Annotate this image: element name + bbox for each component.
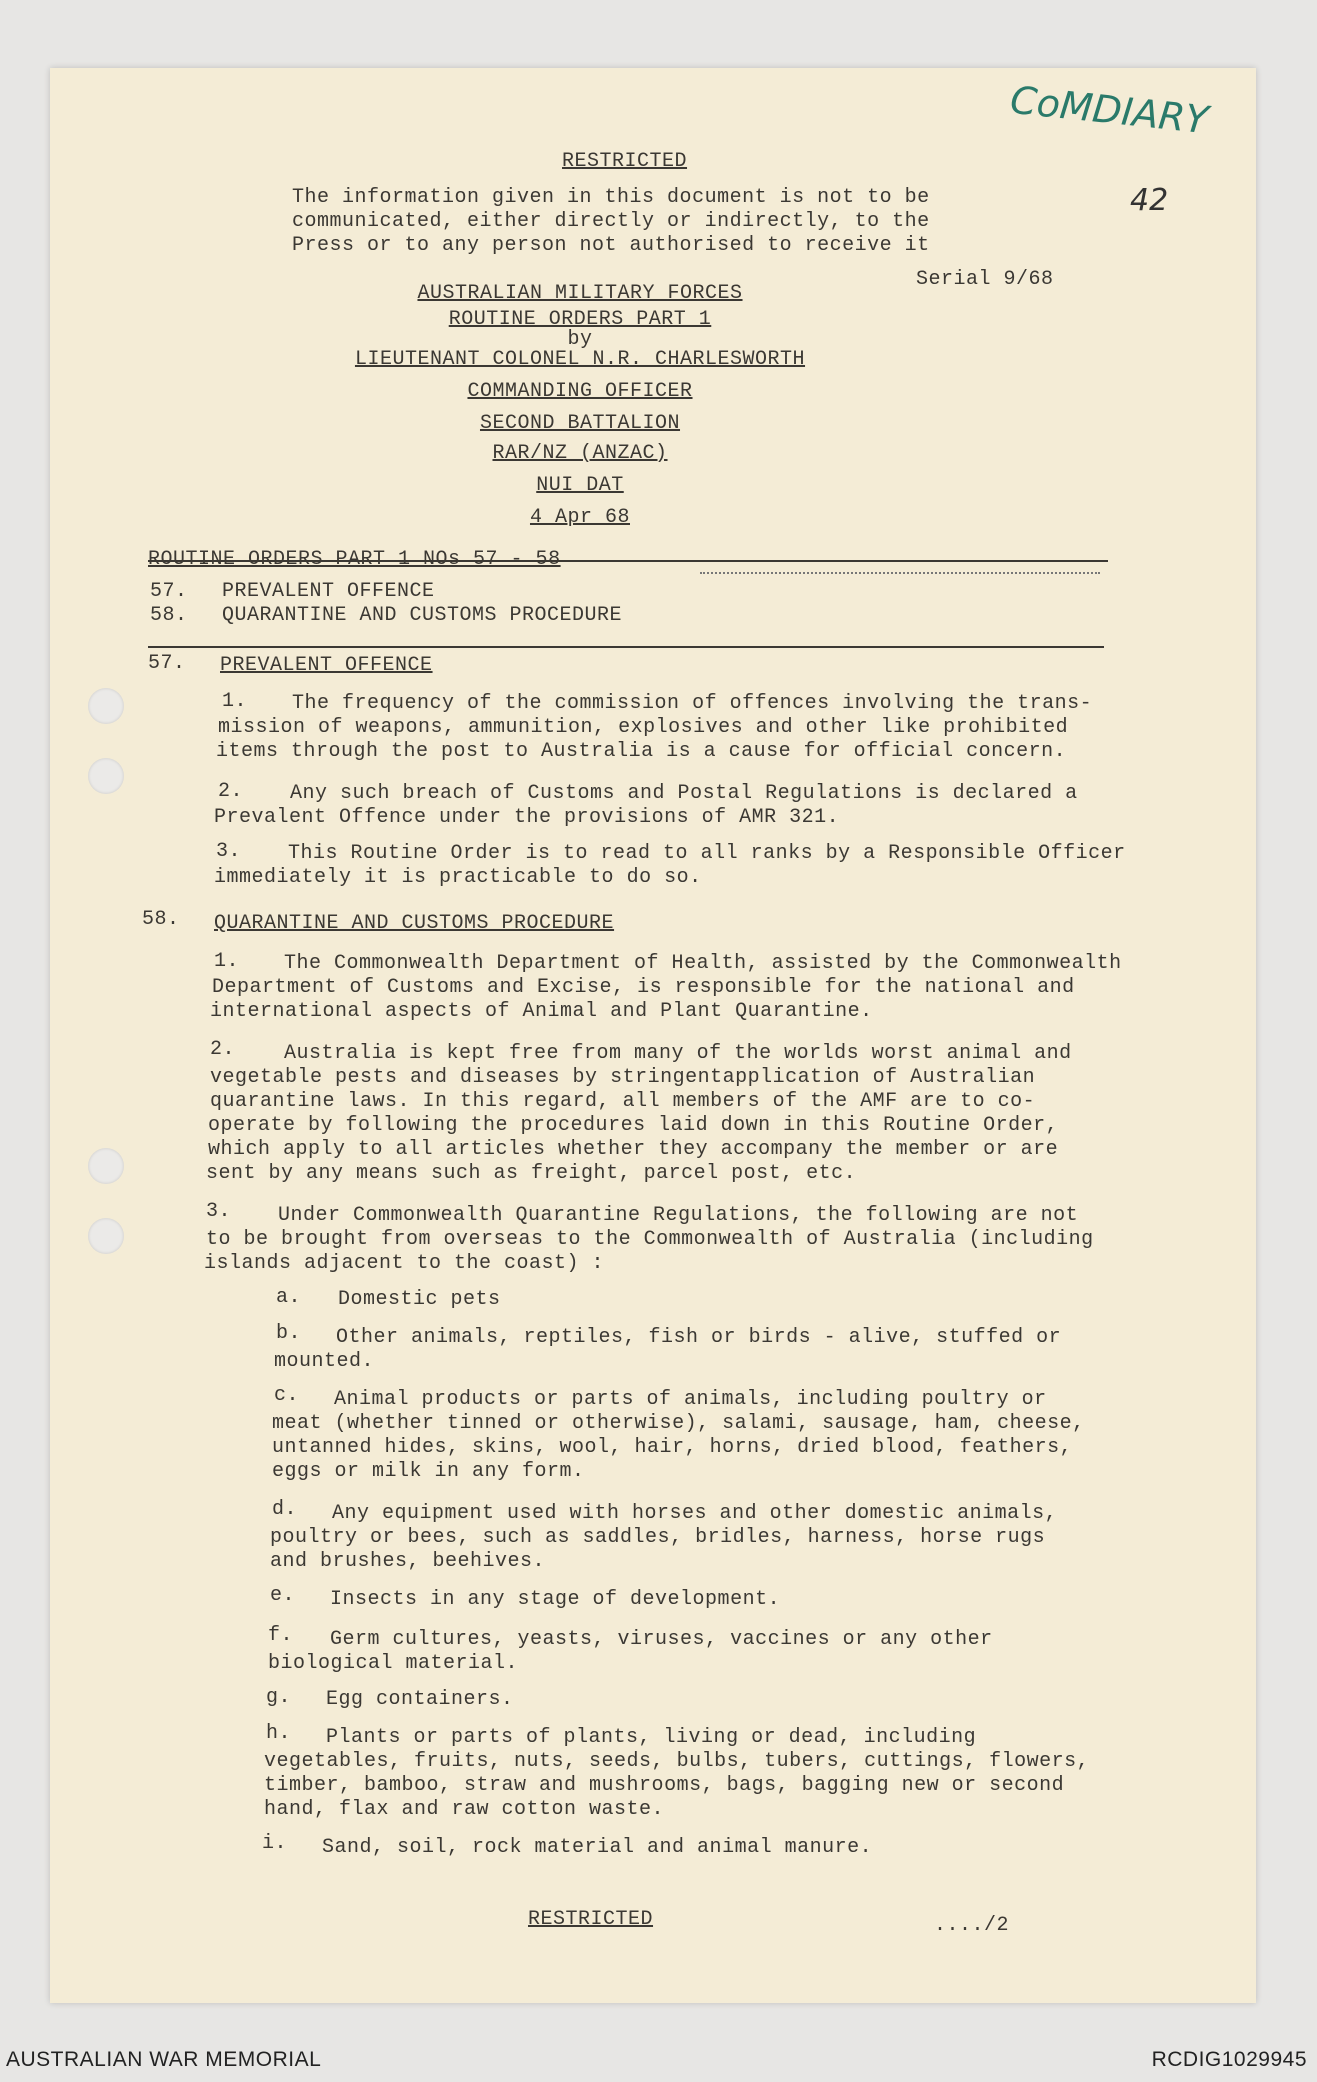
- title-line: NUI DAT: [536, 474, 624, 497]
- para-line: sent by any means such as freight, parcel post, etc.: [206, 1162, 857, 1185]
- document-page: [50, 68, 1256, 2003]
- page-number: 42: [1130, 183, 1169, 218]
- subitem-line: Other animals, reptiles, fish or birds - alive, stuffed or: [336, 1326, 1062, 1349]
- para-line: The Commonwealth Department of Health, assisted by the Commonwealth: [284, 952, 1122, 975]
- punch-hole: [88, 1218, 124, 1254]
- subitem-line: Sand, soil, rock material and animal manure.: [322, 1836, 873, 1859]
- para-num: 2.: [218, 780, 244, 803]
- para-line: islands adjacent to the coast) :: [204, 1252, 605, 1275]
- subitem-line: timber, bamboo, straw and mushrooms, bags, bagging new or second: [264, 1774, 1065, 1797]
- subitem-line: Animal products or parts of animals, including poultry or: [334, 1388, 1047, 1411]
- serial-number: Serial 9/68: [916, 268, 1054, 291]
- notice-line: The information given in this document is not to be: [292, 186, 930, 209]
- subitem-letter: h.: [266, 1722, 292, 1745]
- subitem-line: Plants or parts of plants, living or dead, including: [326, 1726, 977, 1749]
- para-num: 2.: [210, 1038, 236, 1061]
- order-number: 57.: [148, 652, 186, 675]
- order-number: 58.: [142, 908, 180, 931]
- restricted-top: RESTRICTED: [562, 150, 688, 173]
- subitem-letter: e.: [270, 1584, 296, 1607]
- title-block: [280, 282, 880, 529]
- handwritten-annotation: CoMDIARY: [1008, 77, 1211, 143]
- title-line: AUSTRALIAN MILITARY FORCES: [417, 282, 743, 305]
- notice-line: Press or to any person not authorised to receive it: [292, 234, 930, 257]
- title-line: LIEUTENANT COLONEL N.R. CHARLESWORTH: [354, 348, 806, 371]
- order-heading: PREVALENT OFFENCE: [220, 654, 433, 677]
- para-line: to be brought from overseas to the Commonwealth of Australia (including: [206, 1228, 1094, 1251]
- index-item: PREVALENT OFFENCE: [222, 580, 435, 603]
- index-item: QUARANTINE AND CUSTOMS PROCEDURE: [222, 604, 623, 627]
- divider: [148, 646, 1104, 648]
- punch-hole: [88, 1148, 124, 1184]
- index-num: 57.: [150, 580, 188, 603]
- notice-line: communicated, either directly or indirectly, to the: [292, 210, 930, 233]
- title-line: by: [567, 328, 593, 351]
- title-line: COMMANDING OFFICER: [467, 380, 693, 403]
- title-line: RAR/NZ (ANZAC): [492, 442, 668, 465]
- punch-hole: [88, 758, 124, 794]
- para-line: Department of Customs and Excise, is responsible for the national and: [212, 976, 1075, 999]
- para-line: Prevalent Offence under the provisions of AMR 321.: [214, 806, 840, 829]
- punch-hole: [88, 688, 124, 724]
- para-line: operate by following the procedures laid down in this Routine Order,: [208, 1114, 1059, 1137]
- subitem-line: Egg containers.: [326, 1688, 514, 1711]
- para-line: Australia is kept free from many of the worlds worst animal and: [284, 1042, 1072, 1065]
- para-line: Any such breach of Customs and Postal Regulations is declared a: [290, 782, 1078, 805]
- subitem-line: Insects in any stage of development.: [330, 1588, 781, 1611]
- subitem-line: hand, flax and raw cotton waste.: [264, 1798, 665, 1821]
- para-num: 3.: [206, 1200, 232, 1223]
- caption-left: AUSTRALIAN WAR MEMORIAL: [6, 2048, 322, 2071]
- subitem-line: Any equipment used with horses and other domestic animals,: [332, 1502, 1058, 1525]
- index-heading: ROUTINE ORDERS PART 1 NOs 57 - 58: [148, 548, 561, 571]
- subitem-letter: d.: [272, 1498, 298, 1521]
- subitem-line: mounted.: [274, 1350, 375, 1373]
- subitem-letter: b.: [276, 1322, 302, 1345]
- subitem-line: untanned hides, skins, wool, hair, horns, dried blood, feathers,: [272, 1436, 1073, 1459]
- restricted-bottom: RESTRICTED: [528, 1908, 654, 1931]
- title-line: ROUTINE ORDERS PART 1: [448, 308, 712, 331]
- dotted-divider: [700, 572, 1100, 574]
- para-num: 1.: [222, 690, 248, 713]
- para-line: This Routine Order is to read to all ranks by a Responsible Officer: [288, 842, 1126, 865]
- para-line: Under Commonwealth Quarantine Regulations, the following are not: [278, 1204, 1079, 1227]
- para-line: vegetable pests and diseases by stringentapplication of Australian: [210, 1066, 1036, 1089]
- order-heading: QUARANTINE AND CUSTOMS PROCEDURE: [214, 912, 615, 935]
- subitem-letter: f.: [268, 1624, 294, 1647]
- para-line: immediately it is practicable to do so.: [214, 866, 702, 889]
- subitem-line: poultry or bees, such as saddles, bridles, harness, horse rugs: [270, 1526, 1046, 1549]
- para-line: which apply to all articles whether they accompany the member or are: [208, 1138, 1059, 1161]
- subitem-letter: c.: [274, 1384, 300, 1407]
- subitem-line: Germ cultures, yeasts, viruses, vaccines or any other: [330, 1628, 993, 1651]
- subitem-letter: a.: [276, 1286, 302, 1309]
- para-line: international aspects of Animal and Plant Quarantine.: [210, 1000, 873, 1023]
- subitem-letter: i.: [262, 1832, 288, 1855]
- title-line: 4 Apr 68: [529, 506, 630, 529]
- subitem-line: vegetables, fruits, nuts, seeds, bulbs, tubers, cuttings, flowers,: [264, 1750, 1090, 1773]
- continued-marker: ..../2: [934, 1914, 1010, 1937]
- title-line: SECOND BATTALION: [479, 412, 681, 435]
- para-num: 1.: [214, 950, 240, 973]
- subitem-line: eggs or milk in any form.: [272, 1460, 585, 1483]
- subitem-letter: g.: [266, 1686, 292, 1709]
- caption-right: RCDIG1029945: [1151, 2048, 1307, 2071]
- subitem-line: Domestic pets: [338, 1288, 501, 1311]
- para-num: 3.: [216, 840, 242, 863]
- subitem-line: meat (whether tinned or otherwise), salami, sausage, ham, cheese,: [272, 1412, 1085, 1435]
- subitem-line: and brushes, beehives.: [270, 1550, 546, 1573]
- index-num: 58.: [150, 604, 188, 627]
- para-line: quarantine laws. In this regard, all members of the AMF are to co-: [210, 1090, 1036, 1113]
- para-line: items through the post to Australia is a cause for official concern.: [216, 740, 1067, 763]
- para-line: mission of weapons, ammunition, explosives and other like prohibited: [218, 716, 1069, 739]
- para-line: The frequency of the commission of offences involving the trans-: [292, 692, 1093, 715]
- subitem-line: biological material.: [268, 1652, 519, 1675]
